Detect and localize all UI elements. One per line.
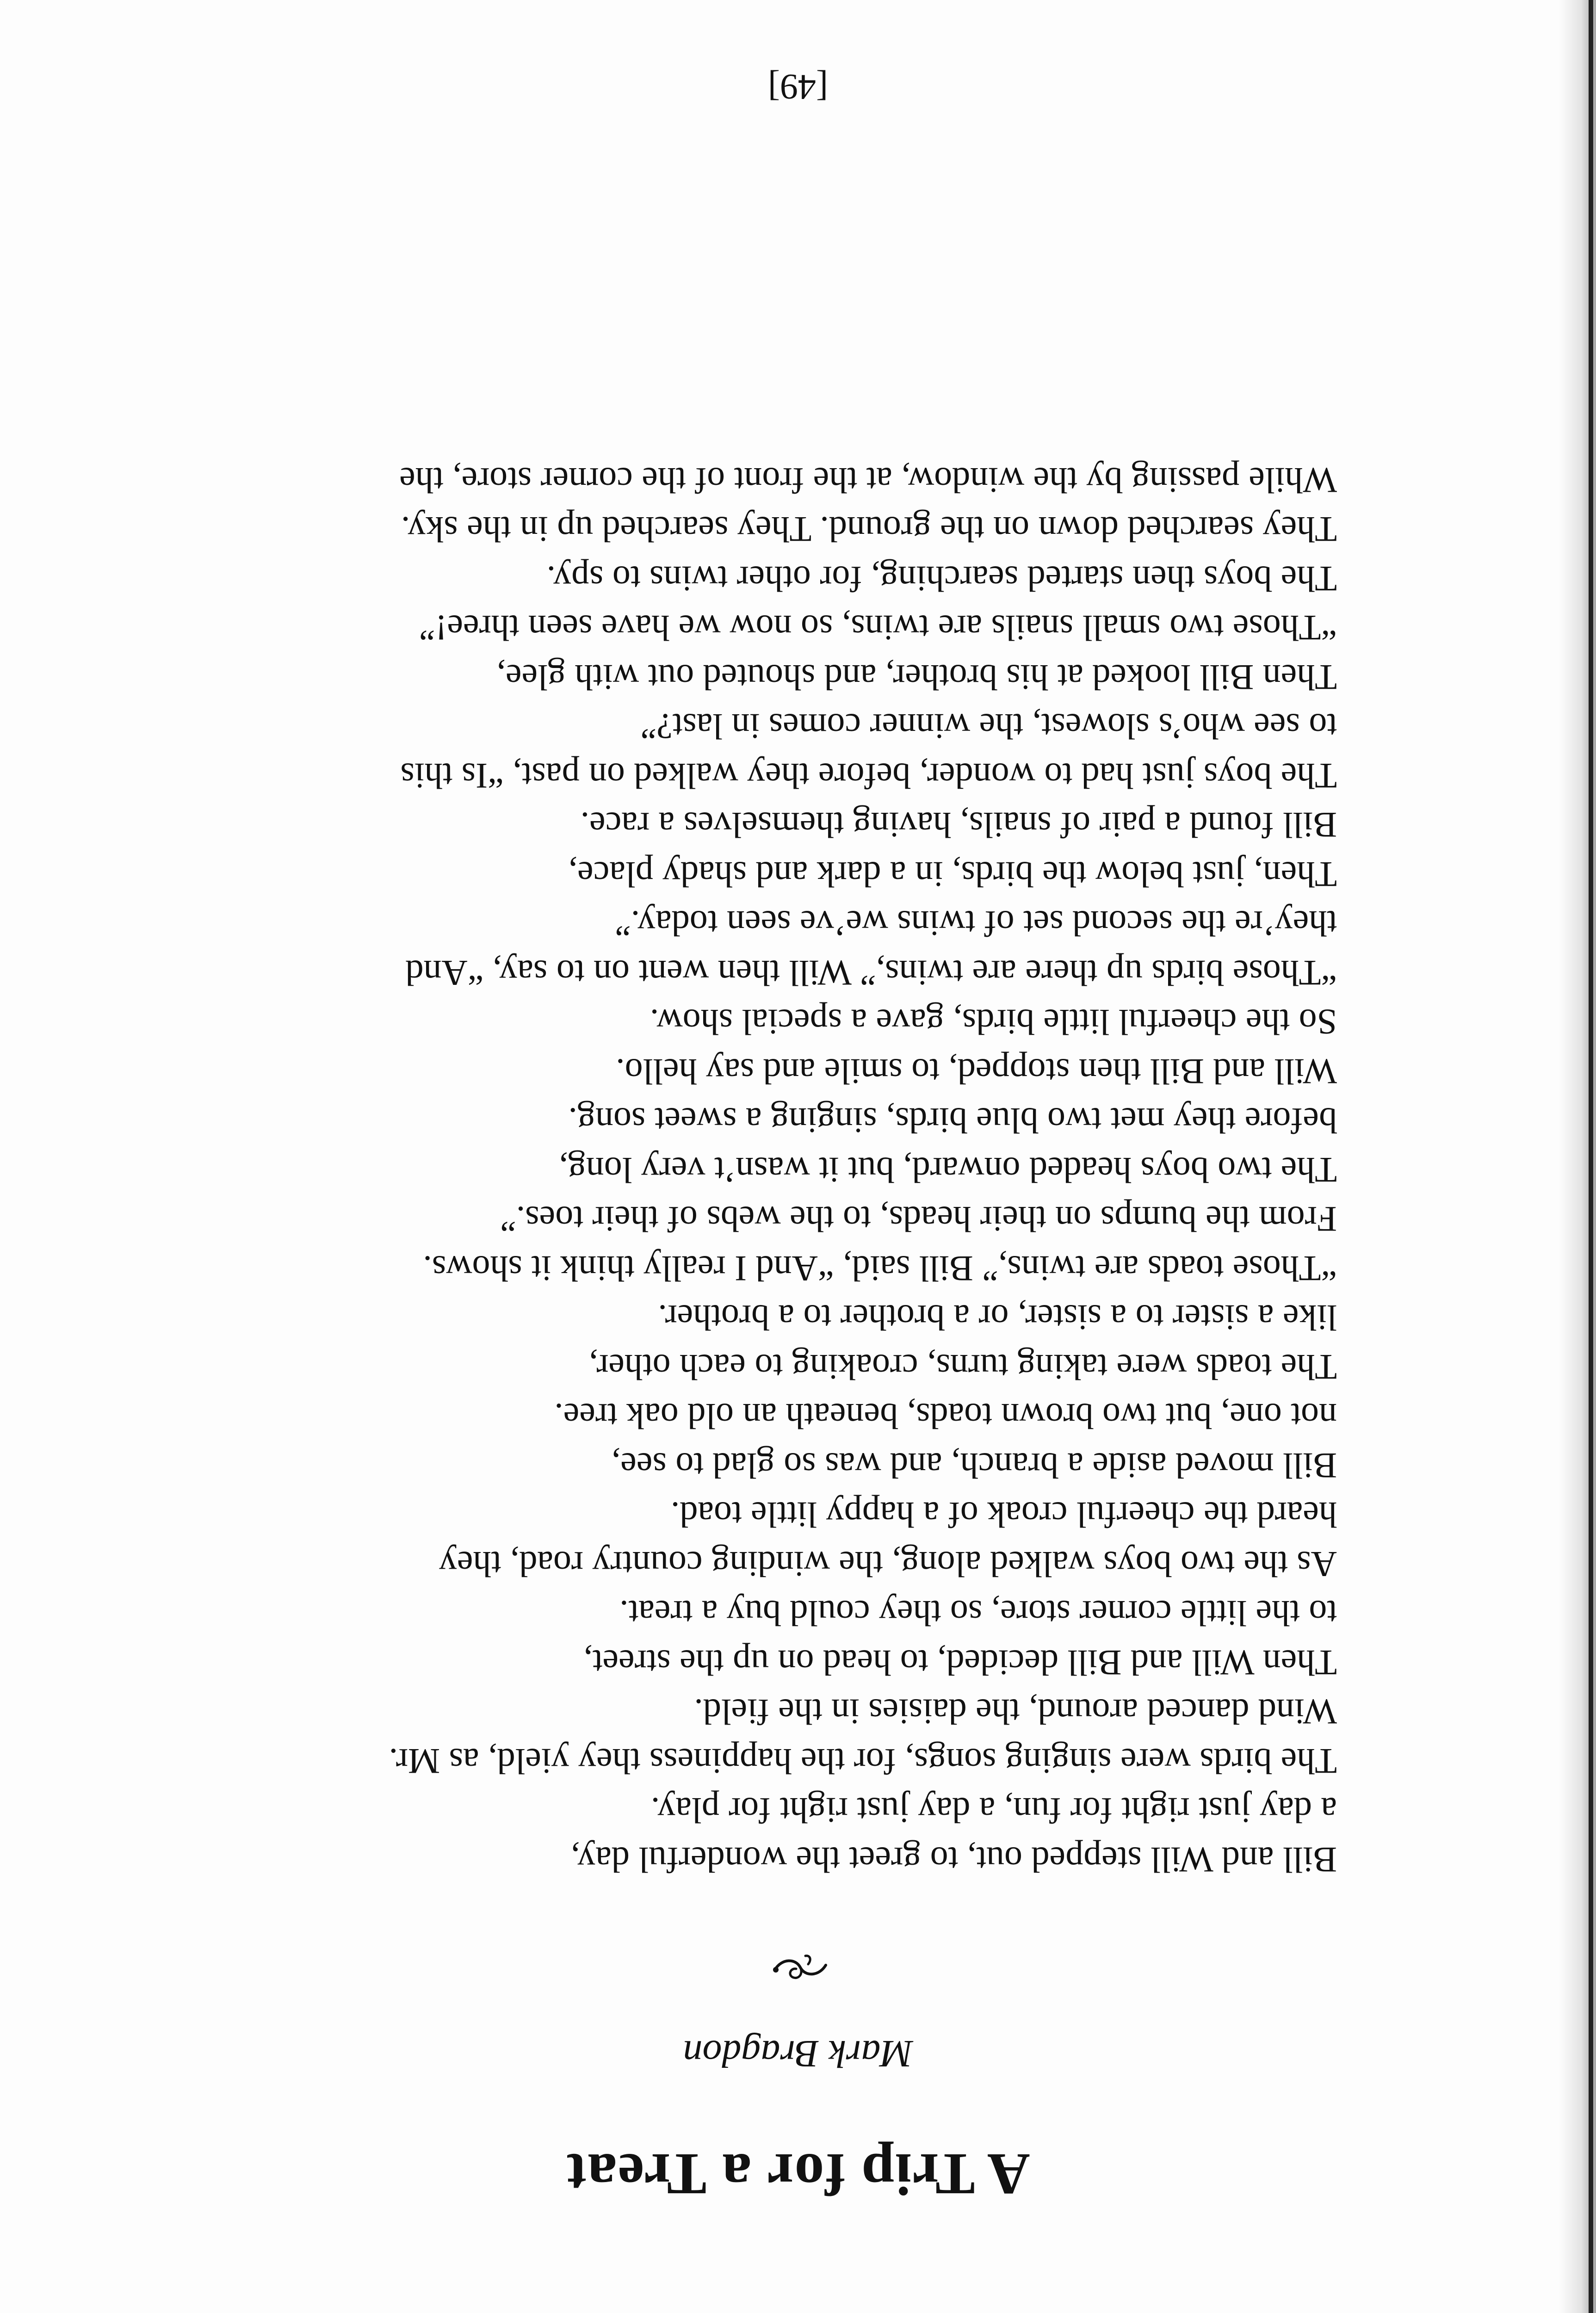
page-number: [49] [768, 67, 828, 107]
poem-line: The boys just had to wonder, before they walked on past, “Is this [400, 756, 1337, 796]
poem-line: Then Will and Bill decided, to head on up the street, [583, 1643, 1337, 1683]
poem-line: So the cheerful little birds, gave a special show. [650, 1002, 1337, 1043]
poem-line: They searched down on the ground. They searched up in the sky. [401, 509, 1337, 550]
poem-title: A Trip for a Treat [566, 2141, 1030, 2207]
poem-line: “Those two small snails are twins, so now we have seen three!” [419, 608, 1337, 649]
poem-line: not one, but two brown toads, beneath an old oak tree. [554, 1396, 1337, 1437]
poem-body [88, 456, 1337, 1885]
fleuron-icon [770, 1951, 830, 1984]
poem-line: As the two boys walked along, the winding country road, they [439, 1544, 1337, 1584]
poem-line: Bill moved aside a branch, and was so glad to see, [611, 1446, 1337, 1486]
poem-line: The boys then started searching, for other twins to spy. [546, 559, 1337, 599]
poem-line: Bill found a pair of snails, having themselves a race. [580, 805, 1337, 846]
poem-line: The two boys headed onward, but it wasn’t very long, [559, 1150, 1337, 1190]
poem-line: Then Bill looked at his brother, and shouted out with glee, [496, 657, 1337, 698]
poem-line: to the little corner store, so they could buy a treat. [619, 1593, 1337, 1634]
poem-line: like a sister to a sister, or a brother to a brother. [658, 1298, 1337, 1338]
page-edge-line [1589, 0, 1593, 2313]
poem-line: before they met two blue birds, singing a sweet song. [568, 1101, 1337, 1141]
poem-line: Then, just below the birds, in a dark and shady place, [568, 854, 1337, 895]
poem-line: The birds were singing songs, for the happiness they yield, as Mr. [389, 1741, 1337, 1781]
poem-line: From the bumps on their heads, to the webs of their toes.” [500, 1199, 1337, 1240]
poem-line: Will and Bill then stopped, to smile and say hello. [616, 1051, 1337, 1092]
poem-line: they’re the second set of twins we’ve seen today.” [615, 903, 1337, 944]
poem-line: “Those birds up there are twins,” Will then went on to say, “And [405, 953, 1337, 993]
poem-line: While passing by the window, at the front of the corner store, the [399, 460, 1337, 501]
poem-line: “Those toads are twins,” Bill said, “And I really think it shows. [423, 1249, 1337, 1289]
author-name: Mark Bragdon [683, 2032, 913, 2075]
poem-line: heard the cheerful croak of a happy little toad. [670, 1495, 1337, 1535]
poem-line: Bill and Will stepped out, to greet the wonderful day, [570, 1840, 1337, 1880]
poem-line: Wind danced around, the daisies in the field. [694, 1692, 1337, 1732]
poem-line: to see who’s slowest, the winner comes in last?” [640, 706, 1337, 747]
poem-line: The toads were taking turns, croaking to each other, [589, 1347, 1337, 1387]
poem-line: a day just right for fun, a day just right for play. [650, 1790, 1337, 1831]
